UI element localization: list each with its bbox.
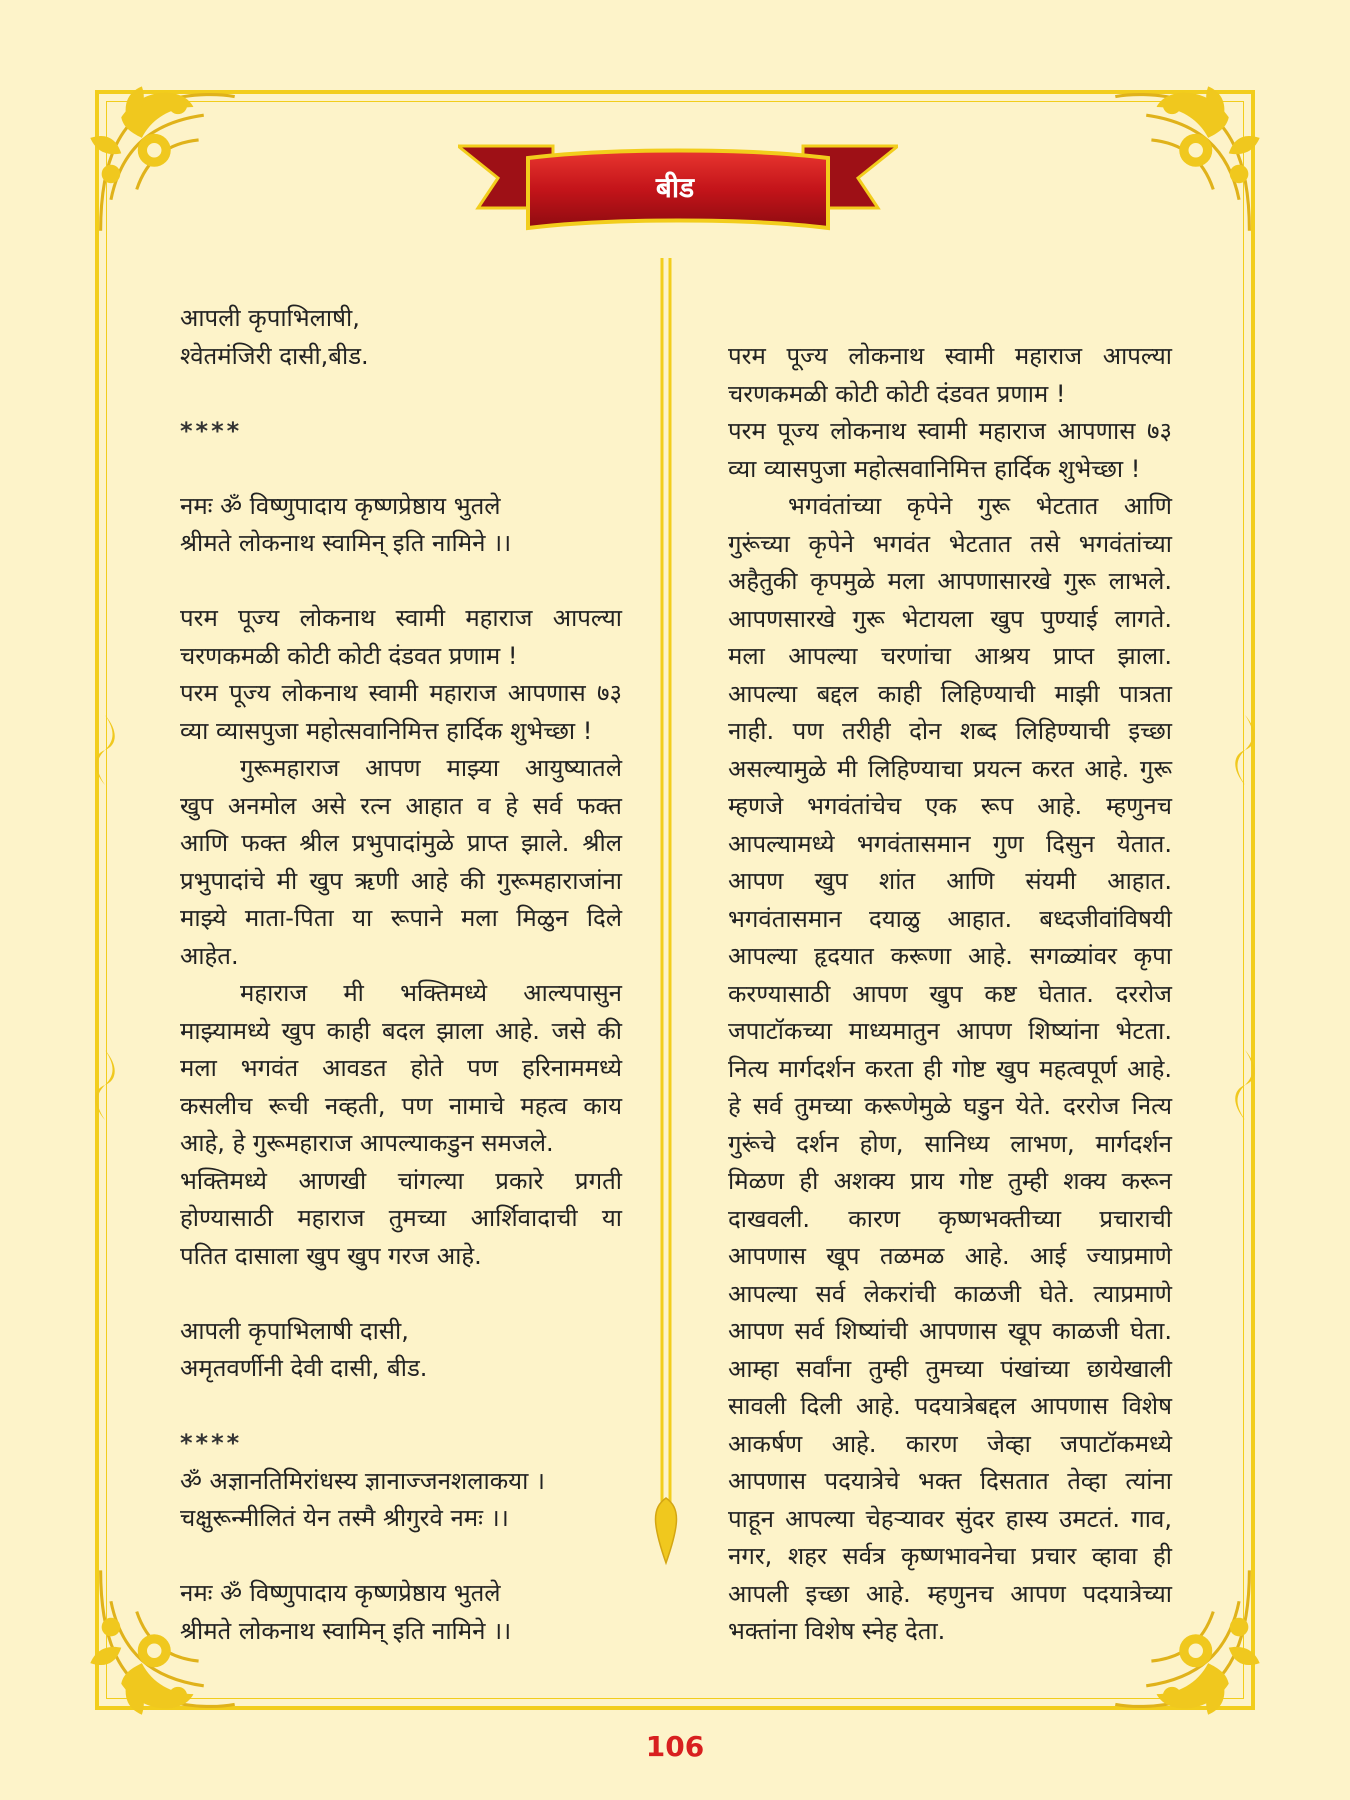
text-line: आणि फक्त श्रील प्रभुपादांमुळे प्राप्त झाले. श्रील <box>180 829 622 857</box>
text-line: महाराज मी भक्तिमध्ये आल्यपासुन <box>240 979 622 1007</box>
mantra <box>180 488 622 563</box>
text-line: व्या व्यासपुजा महोत्सवानिमित्त हार्दिक शुभेच्छा ! <box>180 716 593 745</box>
text-line: परम पूज्य लोकनाथ स्वामी महाराज आपणास ७३ <box>180 679 622 707</box>
page-number: 106 <box>645 1730 705 1763</box>
text-line: आपल्या सर्व लेकरांची काळजी घेते. त्याप्रमाणे <box>728 1279 1172 1308</box>
corner-ornament-icon <box>80 76 245 241</box>
text-line: गुरूंच्या कृपेने भगवंत भेटतात तसे भगवंतांच्या <box>728 529 1172 558</box>
mantra <box>180 1575 622 1650</box>
paragraph <box>728 338 1172 488</box>
text-line: परम पूज्य लोकनाथ स्वामी महाराज आपल्या <box>180 604 622 632</box>
text-line: नित्य मार्गदर्शन करता ही गोष्ट खुप महत्वपूर्ण आहे. <box>728 1054 1172 1083</box>
text-line: गुरूमहाराज आपण माझ्या आयुष्यातले <box>240 754 622 782</box>
separator: **** <box>180 1429 243 1457</box>
text-line: जपाटॉकच्या माध्यमातुन आपण शिष्यांना भेटता. <box>728 1017 1172 1045</box>
text-line: आपणास पदयात्रेचे भक्त दिसतात तेव्हा त्यांना <box>728 1467 1172 1495</box>
paragraph <box>180 1163 622 1276</box>
text-line: आपणास खूप तळमळ आहे. आई ज्याप्रमाणे <box>728 1242 1172 1270</box>
side-ornament-icon <box>1230 1050 1260 1120</box>
text-line: पाहून आपल्या चेहऱ्यावर सुंदर हास्य उमटतं. गाव, <box>728 1504 1172 1533</box>
text-line: पतित दासाला खुप खुप गरज आहे. <box>180 1241 482 1270</box>
text-line: मला भगवंत आवडत होते पण हरिनाममध्ये <box>180 1054 622 1082</box>
text-line: भक्तिमध्ये आणखी चांगल्या प्रकारे प्रगती <box>180 1166 622 1195</box>
text-line: मिळण ही अशक्य प्राय गोष्ट तुम्ही शक्य करून <box>728 1167 1172 1195</box>
text-line: चरणकमळी कोटी कोटी दंडवत प्रणाम ! <box>728 379 1066 408</box>
text-line: आहेत. <box>180 941 239 970</box>
text-line: व्या व्यासपुजा महोत्सवानिमित्त हार्दिक शुभेच्छा ! <box>728 454 1141 483</box>
paragraph <box>180 600 622 750</box>
signature-block <box>180 1313 622 1388</box>
text-line: प्रभुपादांचे मी खुप ऋणी आहे की गुरूमहाराजांना <box>180 866 622 895</box>
mantra <box>180 1463 622 1538</box>
text-line: नमः ॐ विष्णुपादाय कृष्णप्रेष्ठाय भुतले <box>180 491 501 520</box>
text-line: आपली कृपाभिलाषी, <box>180 304 360 332</box>
corner-ornament-icon <box>1105 76 1270 241</box>
paragraph <box>728 488 1172 1651</box>
column-divider-icon <box>650 258 682 1568</box>
page-title: बीड <box>655 171 695 204</box>
side-ornament-icon <box>90 1050 120 1120</box>
text-line: माझ्यामध्ये खुप काही बदल झाला आहे. जसे की <box>180 1016 622 1045</box>
text-line: चरणकमळी कोटी कोटी दंडवत प्रणाम ! <box>180 641 518 670</box>
text-line: आपण सर्व शिष्यांची आपणास खूप काळजी घेता. <box>728 1317 1172 1345</box>
text-line: आपल्यामध्ये भगवंतासमान गुण दिसुन येतात. <box>728 829 1172 858</box>
text-line: अहैतुकी कृपमुळे मला आपणासारखे गुरू लाभले. <box>728 567 1172 595</box>
text-line: अमृतवर्णीनी देवी दासी, बीड. <box>180 1354 428 1382</box>
text-line: करण्यासाठी आपण खुप कष्ट घेतात. दररोज <box>728 979 1172 1008</box>
text-line: आम्हा सर्वांना तुम्ही तुमच्या पंखांच्या छायेखाली <box>728 1354 1172 1383</box>
text-line: आपल्या हृदयात करूणा आहे. सगळ्यांवर कृपा <box>728 942 1172 970</box>
text-line: भक्तांना विशेष स्नेह देता. <box>728 1617 946 1645</box>
text-line: परम पूज्य लोकनाथ स्वामी महाराज आपल्या <box>728 342 1172 370</box>
text-line: श्रीमते लोकनाथ स्वामिन् इति नामिने ।। <box>180 529 512 557</box>
side-ornament-icon <box>90 715 120 785</box>
text-line: भगवंतांच्या कृपेने गुरू भेटतात आणि <box>788 492 1172 520</box>
signature-block <box>180 300 622 375</box>
text-line: नाही. पण तरीही दोन शब्द लिहिण्याची इच्छा <box>728 717 1172 745</box>
text-line: हे सर्व तुमच्या करूणेमुळे घडुन येते. दररोज नित्य <box>728 1092 1172 1120</box>
text-line: कसलीच रूची नव्हती, पण नामाचे महत्व काय <box>180 1091 622 1120</box>
text-line: आपली इच्छा आहे. म्हणुनच आपण पदयात्रेच्या <box>728 1579 1172 1608</box>
paragraph <box>180 975 622 1163</box>
text-line: आपल्या बद्दल काही लिहिण्याची माझी पात्रता <box>728 679 1172 708</box>
text-line: परम पूज्य लोकनाथ स्वामी महाराज आपणास ७३ <box>728 417 1172 445</box>
text-line: होण्यासाठी महाराज तुमच्या आर्शिवादाची या <box>180 1204 622 1232</box>
text-line: आपण खुप शांत आणि संयमी आहात. <box>728 867 1172 895</box>
text-line: श्रीमते लोकनाथ स्वामिन् इति नामिने ।। <box>180 1616 512 1645</box>
side-ornament-icon <box>1230 715 1260 785</box>
text-line: असल्यामुळे मी लिहिण्याचा प्रयत्न करत आहे. गुरू <box>728 754 1172 783</box>
separator: **** <box>180 416 243 445</box>
text-line: आकर्षण आहे. कारण जेव्हा जपाटॉकमध्ये <box>728 1429 1172 1458</box>
text-line: मला आपल्या चरणांचा आश्रय प्राप्त झाला. <box>728 642 1172 670</box>
text-line: चक्षुरून्मीलितं येन तस्मै श्रीगुरवे नमः ।। <box>180 1504 509 1532</box>
paragraph <box>180 750 622 975</box>
text-line: नमः ॐ विष्णुपादाय कृष्णप्रेष्ठाय भुतले <box>180 1579 501 1607</box>
right-column <box>728 338 1172 1651</box>
text-line: आहे, हे गुरूमहाराज आपल्याकडुन समजले. <box>180 1129 554 1157</box>
left-column <box>180 300 622 1650</box>
text-line: सावली दिली आहे. पदयात्रेबद्दल आपणास विशेष <box>728 1392 1172 1420</box>
text-line: माझ्ये माता-पिता या रूपाने मला मिळुन दिले <box>180 904 622 932</box>
text-line: श्वेतमंजिरी दासी,बीड. <box>180 341 369 370</box>
text-line: नगर, शहर सर्वत्र कृष्णभावनेचा प्रचार व्हावा ही <box>728 1542 1172 1570</box>
text-line: म्हणजे भगवंतांचेच एक रूप आहे. म्हणुनच <box>728 792 1172 820</box>
text-line: खुप अनमोल असे रत्न आहात व हे सर्व फक्त <box>180 791 622 820</box>
text-line: भगवंतासमान दयाळु आहात. बध्दजीवांविषयी <box>728 904 1172 933</box>
text-line: ॐ अज्ञानतिमिरांधस्य ज्ञानाज्जनशलाकया । <box>180 1466 546 1495</box>
text-line: आपली कृपाभिलाषी दासी, <box>180 1316 409 1345</box>
text-line: दाखवली. कारण कृष्णभक्तीच्या प्रचाराची <box>728 1204 1172 1233</box>
text-line: आपणसारखे गुरू भेटायला खुप पुण्याई लागते. <box>728 604 1172 633</box>
text-line: गुरूंचे दर्शन होण, सानिध्य लाभण, मार्गदर्शन <box>728 1129 1172 1158</box>
